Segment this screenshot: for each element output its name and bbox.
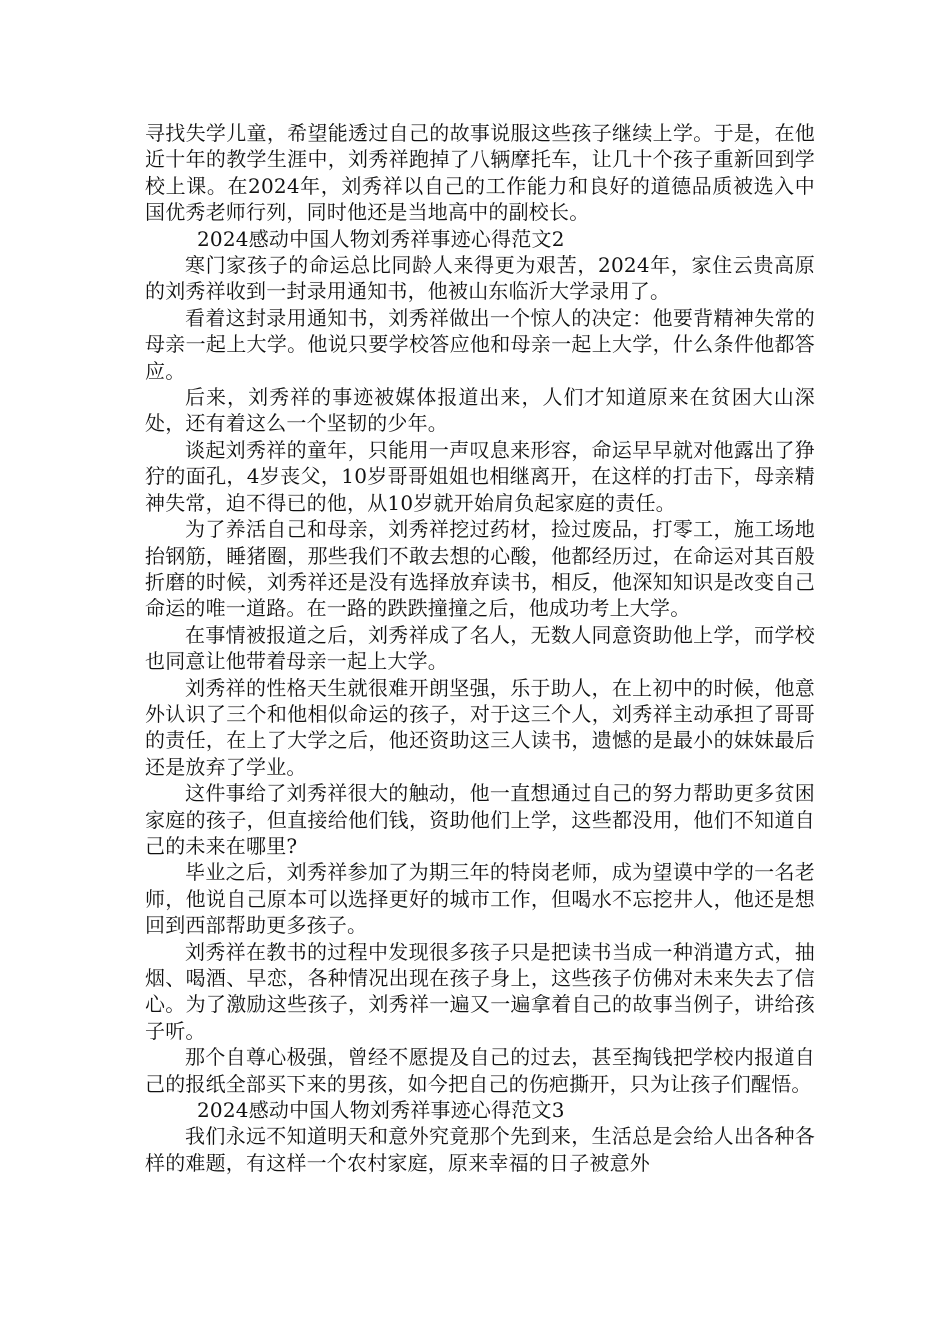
paragraph: 在事情被报道之后，刘秀祥成了名人，无数人同意资助他上学，而学校也同意让他带着母亲一起上大学。 [145,622,815,674]
paragraph: 那个自尊心极强，曾经不愿提及自己的过去，甚至掏钱把学校内报道自己的报纸全部买下来的男孩，如今把自己的伤疤撕开，只为让孩子们醒悟。 [145,1045,815,1096]
section-heading-3: 2024感动中国人物刘秀祥事迹心得范文3 [197,1098,565,1123]
paragraph: 谈起刘秀祥的童年，只能用一声叹息来形容，命运早早就对他露出了狰狞的面孔，4岁丧父，10岁哥哥姐姐也相继离开，在这样的打击下，母亲精神失常，迫不得已的他，从10岁就开始肩负起家庭的责任。 [145,437,815,515]
paragraph: 这件事给了刘秀祥很大的触动，他一直想通过自己的努力帮助更多贫困家庭的孩子，但直接给他们钱，资助他们上学，这些都没用，他们不知道自己的未来在哪里? [145,781,815,858]
paragraph: 刘秀祥在教书的过程中发现很多孩子只是把读书当成一种消遣方式，抽烟、喝酒、早恋，各种情况出现在孩子身上，这些孩子仿佛对未来失去了信心。为了激励这些孩子，刘秀祥一遍又一遍拿着自己的故事当例子，讲给孩子听。 [145,939,815,1043]
paragraph: 寒门家孩子的命运总比同龄人来得更为艰苦，2024年，家住云贵高原的刘秀祥收到一封录用通知书，他被山东临沂大学录用了。 [145,253,815,304]
paragraph: 我们永远不知道明天和意外究竟那个先到来，生活总是会给人出各种各样的难题，有这样一个农村家庭，原来幸福的日子被意外 [145,1124,815,1175]
document-body [145,120,815,1176]
section-heading-2: 2024感动中国人物刘秀祥事迹心得范文2 [197,226,565,251]
paragraph: 毕业之后，刘秀祥参加了为期三年的特岗老师，成为望谟中学的一名老师，他说自己原本可以选择更好的城市工作，但喝水不忘挖井人，他还是想回到西部帮助更多孩子。 [145,860,815,938]
paragraph: 看着这封录用通知书，刘秀祥做出一个惊人的决定：他要背精神失常的母亲一起上大学。他说只要学校答应他和母亲一起上大学，什么条件他都答应。 [145,305,815,383]
paragraph: 后来，刘秀祥的事迹被媒体报道出来，人们才知道原来在贫困大山深处，还有着这么一个坚韧的少年。 [145,385,815,436]
paragraph: 刘秀祥的性格天生就很难开朗坚强，乐于助人，在上初中的时候，他意外认识了三个和他相似命运的孩子，对于这三个人，刘秀祥主动承担了哥哥的责任，在上了大学之后，他还资助这三人读书，遗憾的是最小的妹妹最后还是放弃了学业。 [145,675,815,779]
paragraph-intro: 寻找失学儿童，希望能透过自己的故事说服这些孩子继续上学。于是，在他近十年的教学生涯中，刘秀祥跑掉了八辆摩托车，让几十个孩子重新回到学校上课。在2024年，刘秀祥以自己的工作能力和良好的道德品质被选入中国优秀老师行列，同时他还是当地高中的副校长。 [145,121,815,225]
paragraph: 为了养活自己和母亲，刘秀祥挖过药材，捡过废品，打零工，施工场地抬钢筋，睡猪圈，那些我们不敢去想的心酸，他都经历过，在命运对其百般折磨的时候，刘秀祥还是没有选择放弃读书，相反，他深知知识是改变自己命运的唯一道路。在一路的跌跌撞撞之后，他成功考上大学。 [145,517,815,621]
